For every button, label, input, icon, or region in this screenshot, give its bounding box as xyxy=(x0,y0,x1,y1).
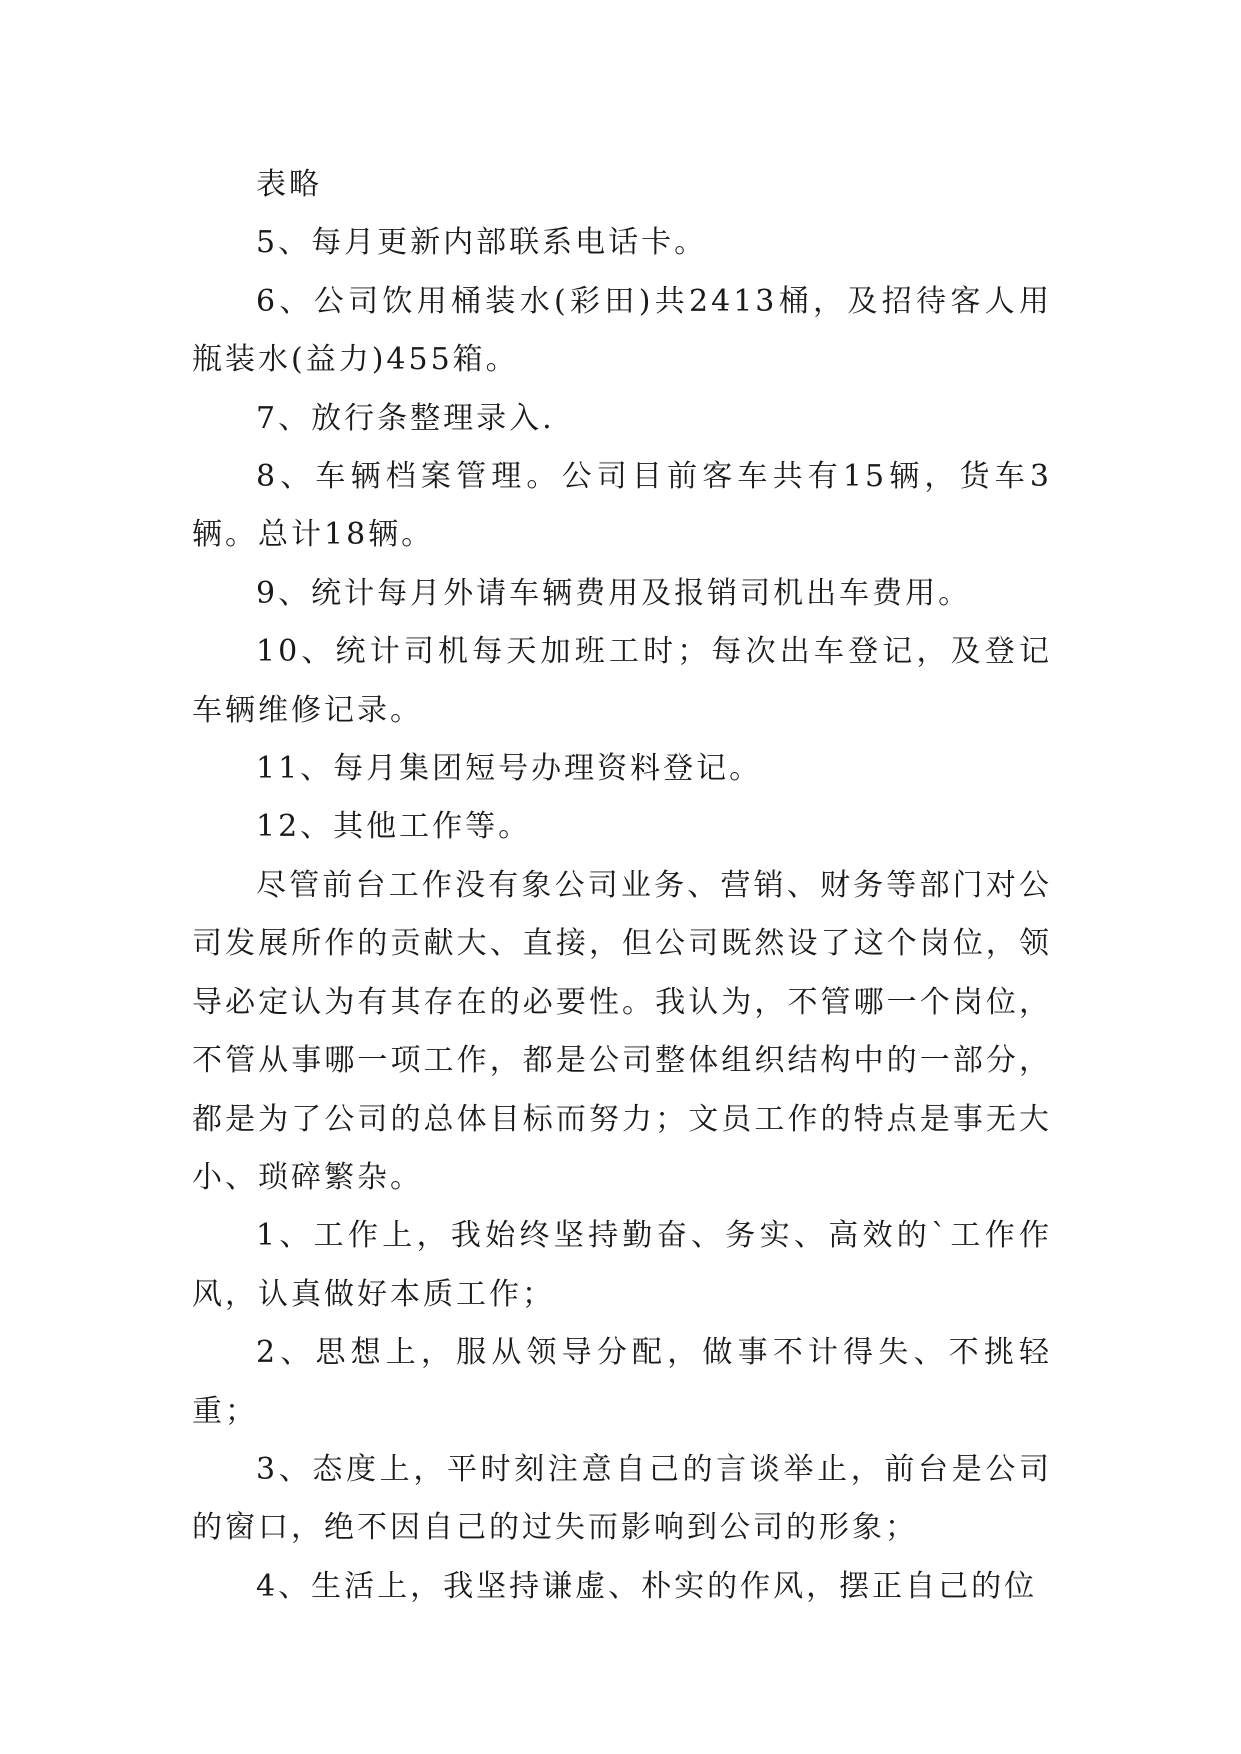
paragraph-point-4: 4、生活上，我坚持谦虚、朴实的作风，摆正自己的位 xyxy=(256,1568,1038,1604)
paragraph-item-10: 10、统计司机每天加班工时；每次出车登记，及登记车辆维修记录。 xyxy=(192,634,1052,728)
paragraph-item-6: 6、公司饮用桶装水(彩田)共2413桶，及招待客人用瓶装水(益力)455箱。 xyxy=(192,283,1052,378)
paragraph-item-8: 8、车辆档案管理。公司目前客车共有15辆，货车3辆。总计18辆。 xyxy=(192,459,1052,553)
paragraph-table-omitted: 表略 xyxy=(256,167,322,202)
paragraph-item-11: 11、每月集团短号办理资料登记。 xyxy=(256,751,763,787)
paragraph-point-3: 3、态度上，平时刻注意自己的言谈举止，前台是公司的窗口，绝不因自己的过失而影响到公司的形象； xyxy=(192,1451,1052,1546)
paragraph-reflection: 尽管前台工作没有象公司业务、营销、财务等部门对公司发展所作的贡献大、直接，但公司既然设了这个岗位，领导必定认为有其存在的必要性。我认为，不管哪一个岗位，不管从事哪一项工作，都是公司整体组织结构中的一部分，都是为了公司的总体目标而努力；文员工作的特点是事无大小、琐碎繁杂。 xyxy=(192,867,1052,1195)
document-body xyxy=(192,156,1052,1616)
paragraph-point-1: 1、工作上，我始终坚持勤奋、务实、高效的`工作作风，认真做好本质工作； xyxy=(192,1218,1052,1312)
paragraph-item-9: 9、统计每月外请车辆费用及报销司机出车费用。 xyxy=(256,575,972,611)
paragraph-item-12: 12、其他工作等。 xyxy=(256,809,532,845)
paragraph-item-7: 7、放行条整理录入. xyxy=(256,400,555,436)
paragraph-point-2: 2、思想上，服从领导分配，做事不计得失、不挑轻重； xyxy=(192,1335,1052,1429)
paragraph-item-5: 5、每月更新内部联系电话卡。 xyxy=(256,225,708,261)
